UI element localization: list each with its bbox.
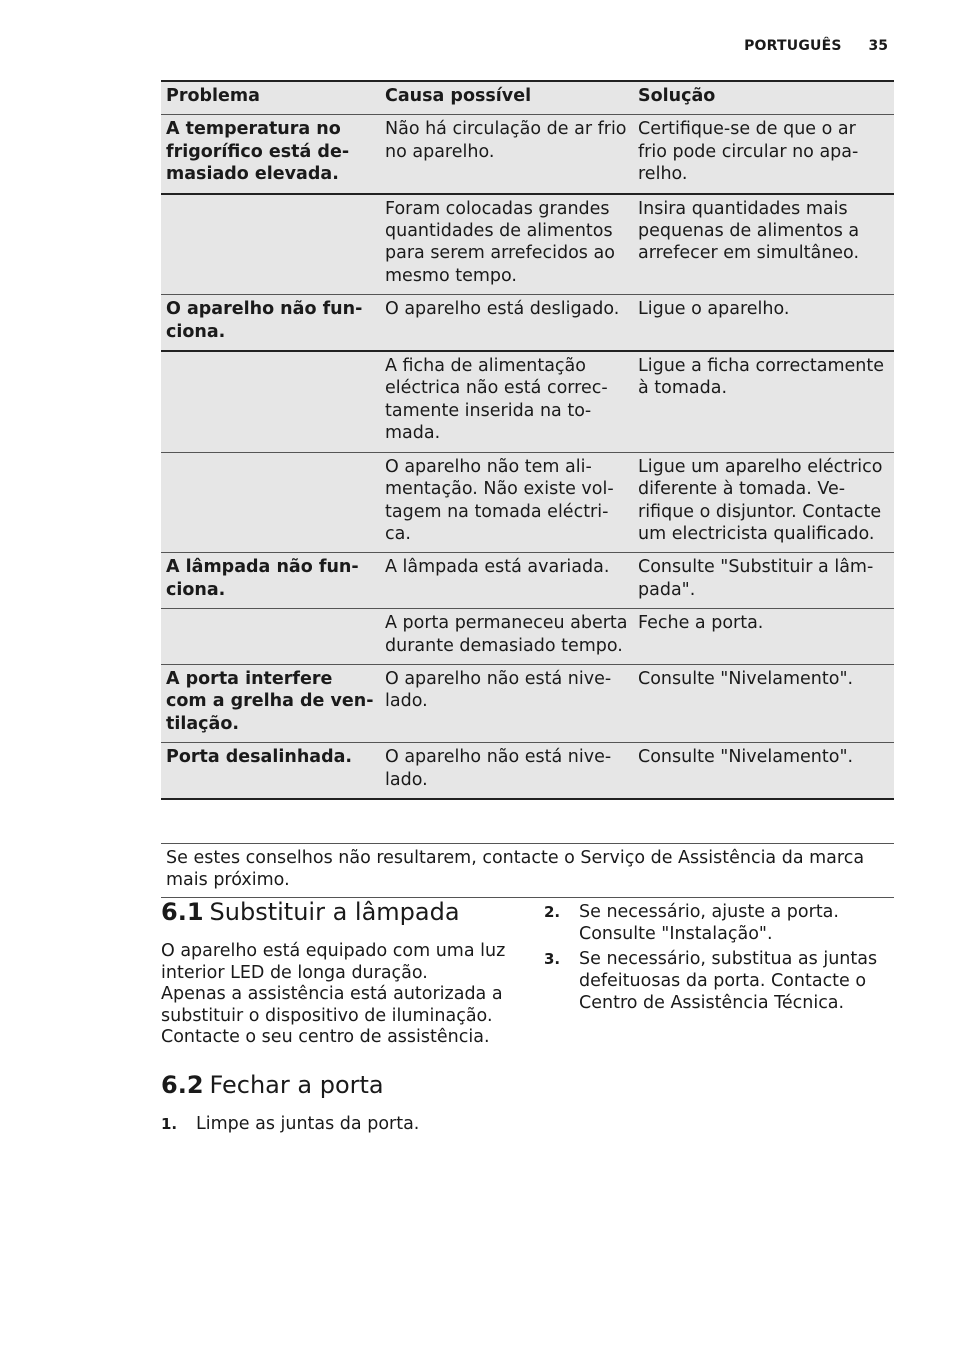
problem-cell: O aparelho não funciona. [161, 295, 380, 351]
table-row [161, 664, 894, 742]
solution-cell: Feche a porta. [633, 609, 894, 665]
solution-cell: Ligue o aparelho. [633, 295, 894, 351]
table-row [161, 194, 894, 295]
section-title: Substituir a lâmpada [209, 898, 460, 926]
paragraph: Apenas a assistência está autorizada a substituir o dispositivo de iluminação. Contacte o seu centro de assistência. [161, 984, 503, 1047]
list-item [544, 901, 884, 945]
list-item [544, 948, 884, 1014]
section-heading-close-door [161, 1071, 384, 1099]
cause-cell: A lâmpada está avariada. [380, 553, 633, 609]
step-text: Limpe as juntas da porta. [196, 1114, 420, 1134]
cause-cell: O aparelho não está nivelado. [380, 664, 633, 742]
solution-cell: Insira quantidades mais pequenas de alimentos a arrefecer em simultâneo. [633, 194, 894, 295]
problem-cell: A lâmpada não funciona. [161, 553, 380, 609]
problem-cell [161, 194, 380, 295]
step-text: Se necessário, substitua as juntas defeituosas da porta. Contacte o Centro de Assistência Técnica. [579, 949, 878, 1013]
troubleshooting-table [161, 80, 894, 800]
cause-cell: Não há circulação de ar frio no aparelho. [380, 115, 633, 194]
problem-cell [161, 351, 380, 452]
step-number: 1. [161, 1115, 178, 1133]
problem-cell: Porta desalinhada. [161, 743, 380, 799]
table-row [161, 743, 894, 799]
table-row [161, 452, 894, 553]
step-number: 2. [544, 903, 561, 921]
problem-cell: A temperatura no frigorífico está demasiado elevada. [161, 115, 380, 194]
column-header-solution: Solução [633, 81, 894, 115]
table-header-row [161, 81, 894, 115]
table-row [161, 115, 894, 194]
solution-cell: Consulte "Nivelamento". [633, 743, 894, 799]
steps-list-left [161, 1113, 521, 1138]
paragraph: O aparelho está equipado com uma luz interior LED de longa duração. [161, 941, 506, 983]
table-row [161, 609, 894, 665]
cause-cell: Foram colocadas grandes quantidades de alimentos para serem arrefecidos ao mesmo tempo. [380, 194, 633, 295]
solution-cell: Certifique-se de que o ar frio pode circular no aparelho. [633, 115, 894, 194]
section-heading-replace-lamp [161, 898, 460, 926]
steps-list-right [544, 901, 884, 1017]
step-number: 3. [544, 950, 561, 968]
solution-cell: Consulte "Nivelamento". [633, 664, 894, 742]
cause-cell: O aparelho não está nivelado. [380, 743, 633, 799]
cause-cell: O aparelho não tem alimentação. Não existe voltagem na tomada eléctrica. [380, 452, 633, 553]
table-row [161, 351, 894, 452]
page-header [744, 38, 888, 54]
step-text: Se necessário, ajuste a porta. Consulte "Instalação". [579, 902, 839, 944]
column-header-problem: Problema [161, 81, 380, 115]
solution-cell: Ligue a ficha correctamente à tomada. [633, 351, 894, 452]
section-number: 6.2 [161, 1071, 204, 1099]
cause-cell: A porta permaneceu aberta durante demasiado tempo. [380, 609, 633, 665]
cause-cell: O aparelho está desligado. [380, 295, 633, 351]
solution-cell: Ligue um aparelho eléctrico diferente à tomada. Verifique o disjuntor. Contacte um electricista qualificado. [633, 452, 894, 553]
problem-cell: A porta interfere com a grelha de ventilação. [161, 664, 380, 742]
language-label: PORTUGUÊS [744, 38, 842, 54]
section-title: Fechar a porta [209, 1071, 384, 1099]
table-row [161, 295, 894, 351]
column-header-cause: Causa possível [380, 81, 633, 115]
solution-cell: Consulte "Substituir a lâmpada". [633, 553, 894, 609]
cause-cell: A ficha de alimentação eléctrica não está correctamente inserida na tomada. [380, 351, 633, 452]
page-number: 35 [868, 38, 888, 54]
problem-cell [161, 609, 380, 665]
problem-cell [161, 452, 380, 553]
list-item [161, 1113, 521, 1135]
section-number: 6.1 [161, 898, 204, 926]
advice-note: Se estes conselhos não resultarem, contacte o Serviço de Assistência da marca mais próximo. [161, 843, 894, 898]
table-row [161, 553, 894, 609]
